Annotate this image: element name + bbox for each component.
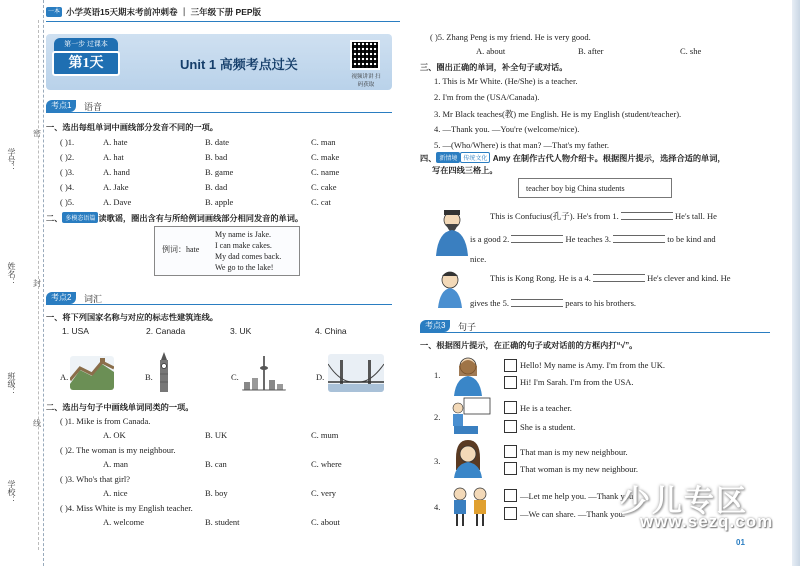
option-c[interactable]: C. mum: [311, 430, 339, 440]
card-text: [470, 234, 716, 244]
option-a[interactable]: A. Dave: [103, 197, 132, 207]
text: to be kind and: [667, 234, 716, 244]
item-number: 3.: [434, 456, 441, 466]
chant-line[interactable]: My name is Jake.: [215, 230, 271, 239]
option-c[interactable]: C. very: [311, 488, 337, 498]
binding-mark-seal: 密: [33, 129, 41, 138]
option-a[interactable]: A. hand: [103, 167, 130, 177]
watermark-brand: 少儿专区: [620, 484, 748, 519]
item-number: 2.: [434, 412, 441, 422]
fill-item[interactable]: 4. —Thank you. —You're (welcome/nice).: [434, 124, 580, 134]
picture-label: C.: [231, 372, 239, 382]
fill-item[interactable]: 5. —(Who/Where) is that man? —That's my father.: [434, 140, 610, 150]
binding-mark-line: 线: [33, 419, 41, 428]
option-c[interactable]: C. she: [680, 46, 702, 56]
country-item[interactable]: 4. China: [315, 326, 347, 336]
card-text: [470, 298, 636, 308]
text: This is Confucius(孔子). He's from 1.: [490, 211, 619, 221]
fill-item[interactable]: 2. I'm from the (USA/Canada).: [434, 92, 540, 102]
big-ben-image[interactable]: [154, 352, 174, 392]
sentence-option: —Let me help you. —Thank you.: [520, 491, 636, 501]
option-b[interactable]: B. boy: [205, 488, 228, 498]
picture-label: B.: [145, 372, 153, 382]
item-number: ( )2.: [60, 152, 75, 162]
option-b[interactable]: B. dad: [205, 182, 228, 192]
culture-tag: 传统文化: [460, 152, 490, 163]
answer-blank-4[interactable]: [593, 274, 645, 282]
binding-mark-close: 封: [33, 279, 41, 288]
option-c[interactable]: C. where: [311, 459, 342, 469]
check-box[interactable]: [504, 445, 517, 458]
question-text: ( )2. The woman is my neighbour.: [60, 445, 176, 455]
fill-item[interactable]: 1. This is Mr White. (He/She) is a teacher.: [434, 76, 578, 86]
boys-helping-picture: [446, 484, 494, 526]
word-bank-words: teacher boy big China students: [526, 184, 625, 193]
qr-caption: 视频讲讲 扫码获取: [351, 74, 381, 88]
school-label: 学校：: [7, 480, 16, 504]
kong-rong-image: [432, 268, 468, 308]
question-heading: [46, 212, 303, 224]
country-item[interactable]: 2. Canada: [146, 326, 186, 336]
fill-item[interactable]: 3. Mr Black teaches(教) me English. He is my English (student/teacher).: [434, 109, 682, 119]
sentence-option: That man is my new neighbour.: [520, 447, 628, 457]
question-text: Amy 在制作古代人物介绍卡。根据图片提示，选择合适的单词，: [492, 154, 726, 163]
country-item[interactable]: 3. UK: [230, 326, 252, 336]
option-b[interactable]: B. game: [205, 167, 234, 177]
student-number-label: 学号：: [7, 148, 16, 172]
confucius-image: [430, 206, 474, 256]
card-text: [490, 210, 717, 222]
section-name: 句子: [458, 322, 477, 332]
card-text: nice.: [470, 254, 487, 264]
section-tag: 考点2: [46, 292, 76, 304]
great-wall-image[interactable]: [70, 356, 114, 390]
check-box[interactable]: [504, 359, 517, 372]
section-rule: [420, 332, 770, 333]
item-number: 1.: [434, 370, 441, 380]
section-name: 词汇: [84, 294, 103, 304]
option-c[interactable]: C. cat: [311, 197, 331, 207]
question-heading-cont: 写在四线三格上。: [432, 166, 498, 175]
text: He teaches 3.: [565, 234, 611, 244]
qr-code-icon[interactable]: [350, 40, 380, 70]
section-header-vocabulary: [46, 292, 392, 306]
check-box[interactable]: [504, 401, 517, 414]
text: pears to his brothers.: [565, 298, 637, 308]
item-number: 4.: [434, 502, 441, 512]
question-text: ( )1. Mike is from Canada.: [60, 416, 151, 426]
option-a[interactable]: A. Jake: [103, 182, 129, 192]
section-rule: [46, 304, 392, 305]
text: is a good 2.: [470, 234, 510, 244]
item-number: ( )3.: [60, 167, 75, 177]
sentence-option: Hi! I'm Sarah. I'm from the USA.: [520, 377, 634, 387]
text: He's clever and kind. He: [647, 273, 731, 283]
chant-line[interactable]: I can make cakes.: [215, 241, 272, 250]
check-box[interactable]: [504, 489, 517, 502]
day-badge: 第1天: [52, 51, 120, 76]
option-c[interactable]: C. make: [311, 152, 340, 162]
cn-tower-image[interactable]: [242, 356, 286, 392]
option-b[interactable]: B. can: [205, 459, 227, 469]
check-box[interactable]: [504, 507, 517, 520]
picture-label: D.: [316, 372, 325, 382]
question-heading: 一、将下列国家名称与对应的标志性建筑连线。: [46, 313, 218, 322]
option-c[interactable]: C. cake: [311, 182, 337, 192]
page-edge: [792, 0, 800, 566]
question-heading: 三、圈出正确的单词，补全句子或对话。: [420, 63, 568, 72]
text: gives the 5.: [470, 298, 509, 308]
woman-picture: [448, 440, 488, 478]
country-item[interactable]: 1. USA: [62, 326, 89, 336]
chant-line[interactable]: We go to the lake!: [215, 263, 274, 272]
option-b[interactable]: B. student: [205, 517, 240, 527]
option-a[interactable]: A. about: [476, 46, 506, 56]
answer-blank-5[interactable]: [511, 299, 563, 307]
question-text: 读歌谣，圈出含有与所给例词画线部分相同发音的单词。: [98, 214, 304, 223]
step-pill: 第一步 过课本: [54, 38, 118, 51]
question-number: 四、: [420, 154, 437, 163]
example-word: 例词：hate: [162, 245, 200, 254]
question-number: 二、: [46, 214, 63, 223]
sentence-option: He is a teacher.: [520, 403, 572, 413]
answer-blank-2[interactable]: [511, 235, 563, 243]
option-a[interactable]: A. hat: [103, 152, 124, 162]
answer-blank-3[interactable]: [613, 235, 665, 243]
option-a[interactable]: A. OK: [103, 430, 126, 440]
multimodal-tag: 多模态语篇: [62, 212, 98, 223]
sentence-option: Hello! My name is Amy. I'm from the UK.: [520, 360, 665, 370]
option-b[interactable]: B. UK: [205, 430, 228, 440]
page-number: 01: [736, 538, 745, 547]
picture-label: A.: [60, 372, 69, 382]
option-c[interactable]: C. man: [311, 137, 336, 147]
text: This is Kong Rong. He is a 4.: [490, 273, 591, 283]
header-title: 小学英语15天期末考前冲刺卷 ｜ 三年级下册 PEP版: [66, 7, 262, 17]
question-heading: 一、选出每组单词中画线部分发音不同的一项。: [46, 123, 218, 132]
golden-gate-bridge-image[interactable]: [328, 354, 384, 392]
question-heading: [420, 152, 726, 164]
question-heading: 二、选出与句子中画线单词同类的一项。: [46, 403, 194, 412]
chant-line[interactable]: My dad comes back.: [215, 252, 282, 261]
check-box[interactable]: [504, 420, 517, 433]
item-number: ( )1.: [60, 137, 75, 147]
option-c[interactable]: C. name: [311, 167, 340, 177]
option-b[interactable]: B. apple: [205, 197, 234, 207]
check-box[interactable]: [504, 376, 517, 389]
section-rule: [46, 112, 392, 113]
section-tag: 考点3: [420, 320, 450, 332]
sentence-option: That woman is my new neighbour.: [520, 464, 639, 474]
option-c[interactable]: C. about: [311, 517, 340, 527]
sentence-option: She is a student.: [520, 422, 576, 432]
card-text: [490, 273, 731, 283]
question-item: [430, 32, 591, 42]
section-header-phonics: [46, 100, 392, 114]
sentence-option: —We can share. —Thank you.: [520, 509, 626, 519]
option-b[interactable]: B. date: [205, 137, 230, 147]
teacher-picture: [448, 396, 492, 436]
option-b[interactable]: B. after: [578, 46, 604, 56]
item-number: ( )5.: [60, 197, 75, 207]
class-label: 班级：: [7, 372, 16, 396]
question-text: ( )4. Miss White is my English teacher.: [60, 503, 193, 513]
text: He's tall. He: [675, 211, 717, 221]
section-header-sentences: [420, 320, 770, 334]
option-b[interactable]: B. bad: [205, 152, 228, 162]
answer-blank-1[interactable]: [621, 212, 673, 220]
new-context-tag: 新情境: [436, 152, 460, 163]
section-tag: 考点1: [46, 100, 76, 112]
check-box[interactable]: [504, 462, 517, 475]
item-number: ( )4.: [60, 182, 75, 192]
question-text: ( )3. Who's that girl?: [60, 474, 131, 484]
option-a[interactable]: A. hate: [103, 137, 128, 147]
header-rule: [46, 21, 400, 22]
girl-picture-1: [448, 354, 488, 396]
header-brand-tag: 一本: [47, 9, 60, 15]
watermark-url: www.sezq.com: [640, 512, 774, 531]
option-a[interactable]: A. welcome: [103, 517, 145, 527]
section-name: 语音: [84, 102, 103, 112]
student-name-label: 姓名：: [7, 262, 16, 286]
question-text: ( )5. Zhang Peng is my friend. He is very good.: [430, 32, 591, 42]
unit-title: Unit 1 高频考点过关: [180, 57, 298, 72]
option-a[interactable]: A. nice: [103, 488, 128, 498]
option-a[interactable]: A. man: [103, 459, 129, 469]
question-heading: 一、根据图片提示，在正确的句子或对话前的方框内打“√”。: [420, 341, 638, 350]
